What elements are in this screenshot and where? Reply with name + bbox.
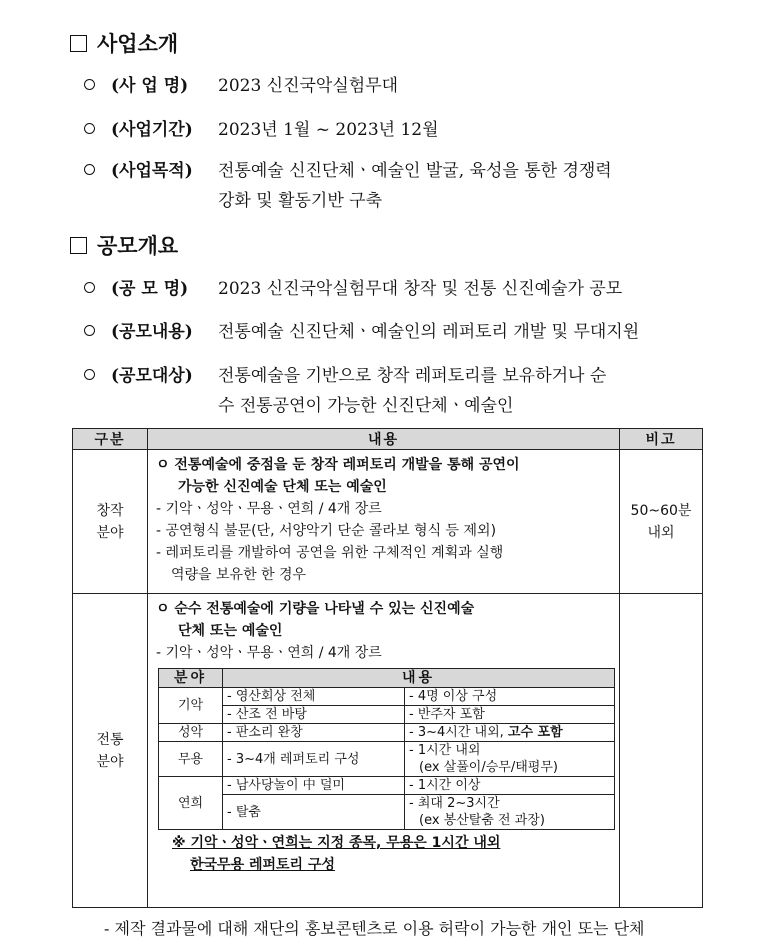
sub-field: 기악 bbox=[159, 688, 223, 724]
content-bold-line: ㅇ 순수 전통예술에 기량을 나타낼 수 있는 신진예술 bbox=[156, 601, 475, 617]
table-row-creative bbox=[73, 450, 703, 594]
sub-row bbox=[159, 724, 615, 742]
sub-cell bbox=[405, 795, 615, 830]
sub-cell: - 1시간 이상 bbox=[405, 777, 615, 795]
category-text: 전통 bbox=[96, 731, 124, 748]
content-line: 강화 및 활동기반 구축 bbox=[218, 191, 383, 211]
table-row-traditional bbox=[73, 594, 703, 908]
sub-cell: - 판소리 완창 bbox=[223, 724, 405, 742]
item-label: (공 모 명) bbox=[111, 279, 189, 299]
category-text: 분야 bbox=[96, 753, 124, 770]
item-label: (사업기간) bbox=[111, 120, 193, 140]
checkbox-square-icon bbox=[70, 237, 87, 254]
content-bold-line: ㅇ 전통예술에 중점을 둔 창작 레퍼토리 개발을 통해 공연이 bbox=[156, 457, 520, 473]
item-label: (사업목적) bbox=[111, 161, 193, 181]
item-content: 2023 신진국악실험무대 창작 및 전통 신진예술가 공모 bbox=[218, 279, 623, 299]
sub-row bbox=[159, 777, 615, 795]
note-traditional bbox=[620, 594, 703, 908]
sub-field: 성악 bbox=[159, 724, 223, 742]
sub-row bbox=[159, 688, 615, 706]
note-text: 50~60분 bbox=[630, 502, 692, 519]
sub-cell bbox=[405, 724, 615, 742]
intro-item-purpose bbox=[84, 156, 193, 186]
sub-cell: - 영산회상 전체 bbox=[223, 688, 405, 706]
sub-row bbox=[159, 742, 615, 777]
category-creative bbox=[73, 450, 148, 594]
circle-bullet-icon bbox=[84, 325, 95, 336]
content-line: - 기악ㆍ성악ㆍ무용ㆍ연희 / 4개 장르 bbox=[156, 501, 382, 517]
overview-item-content bbox=[84, 317, 193, 347]
sub-cell: - 4명 이상 구성 bbox=[405, 688, 615, 706]
note-creative bbox=[620, 450, 703, 594]
sub-row bbox=[159, 795, 615, 830]
table-header-row bbox=[73, 429, 703, 450]
sub-cell-text: - 3~4시간 내외, bbox=[409, 725, 508, 740]
circle-bullet-icon bbox=[84, 369, 95, 380]
item-content bbox=[218, 156, 612, 216]
checkbox-square-icon bbox=[70, 35, 87, 52]
circle-bullet-icon bbox=[84, 123, 95, 134]
sub-header-row bbox=[159, 669, 615, 688]
sub-cell-bold: 고수 포함 bbox=[507, 725, 563, 740]
content-line: - 공연형식 불문(단, 서양악기 단순 콜라보 형식 등 제외) bbox=[156, 523, 497, 539]
item-label: (공모내용) bbox=[111, 322, 193, 342]
section-heading-overview bbox=[70, 230, 178, 260]
content-bold-line: 가능한 신진예술 단체 또는 예술인 bbox=[178, 479, 387, 495]
content-line: 전통예술 신진단체ㆍ예술인 발굴, 육성을 통한 경쟁력 bbox=[218, 161, 612, 181]
sub-cell: - 탈춤 bbox=[223, 795, 405, 830]
content-line: - 기악ㆍ성악ㆍ무용ㆍ연희 / 4개 장르 bbox=[156, 645, 382, 661]
content-line: 역량을 보유한 한 경우 bbox=[171, 567, 307, 583]
footnote-line: ※ 기악ㆍ성악ㆍ연희는 지정 종목, 무용은 1시간 내외 bbox=[172, 835, 501, 851]
item-label: (공모대상) bbox=[111, 366, 193, 386]
sub-cell: - 3~4개 레퍼토리 구성 bbox=[223, 742, 405, 777]
sub-cell-line: (ex 봉산탈춤 전 과장) bbox=[419, 813, 545, 828]
content-line: 전통예술을 기반으로 창작 레퍼토리를 보유하거나 순 bbox=[218, 366, 607, 386]
item-label: (사 업 명) bbox=[111, 76, 189, 96]
sub-cell-line: - 1시간 내외 bbox=[409, 743, 481, 758]
item-content: 2023 신진국악실험무대 bbox=[218, 76, 399, 96]
content-line: - 레퍼토리를 개발하여 공연을 위한 구체적인 계획과 실행 bbox=[156, 545, 504, 561]
section-heading-intro bbox=[70, 28, 178, 58]
intro-item-name bbox=[84, 71, 188, 101]
item-content: 전통예술 신진단체ㆍ예술인의 레퍼토리 개발 및 무대지원 bbox=[218, 322, 640, 342]
sub-cell: - 산조 전 바탕 bbox=[223, 706, 405, 724]
category-text: 분야 bbox=[96, 524, 124, 541]
category-text: 창작 bbox=[96, 502, 124, 519]
content-creative bbox=[148, 450, 620, 594]
intro-item-period bbox=[84, 115, 193, 145]
sub-field: 연희 bbox=[159, 777, 223, 830]
note-text: 내외 bbox=[647, 524, 675, 541]
genre-detail-table bbox=[158, 668, 615, 830]
footnote-line: 한국무용 레퍼토리 구성 bbox=[190, 857, 335, 873]
sub-field: 무용 bbox=[159, 742, 223, 777]
sub-cell-line: (ex 살풀이/승무/태평무) bbox=[419, 760, 558, 775]
sub-cell: - 반주자 포함 bbox=[405, 706, 615, 724]
bottom-note: - 제작 결과물에 대해 재단의 홍보콘텐츠로 이용 허락이 가능한 개인 또는 단체 bbox=[104, 919, 645, 938]
sub-cell bbox=[405, 742, 615, 777]
sub-cell: - 남사당놀이 中 덜미 bbox=[223, 777, 405, 795]
item-content: 2023년 1월 ~ 2023년 12월 bbox=[218, 120, 439, 140]
circle-bullet-icon bbox=[84, 79, 95, 90]
header-content: 내용 bbox=[148, 429, 620, 450]
recruitment-table bbox=[72, 428, 703, 908]
overview-item-target bbox=[84, 361, 193, 391]
header-category: 구분 bbox=[73, 429, 148, 450]
content-line: 수 전통공연이 가능한 신진단체ㆍ예술인 bbox=[218, 396, 514, 416]
section-title: 사업소개 bbox=[97, 32, 179, 56]
content-traditional bbox=[148, 594, 620, 908]
circle-bullet-icon bbox=[84, 282, 95, 293]
circle-bullet-icon bbox=[84, 164, 95, 175]
content-bold-line: 단체 또는 예술인 bbox=[178, 623, 283, 639]
section-title: 공모개요 bbox=[97, 234, 179, 258]
sub-row bbox=[159, 706, 615, 724]
overview-item-name bbox=[84, 274, 188, 304]
header-note: 비고 bbox=[620, 429, 703, 450]
item-content bbox=[218, 361, 606, 421]
category-traditional bbox=[73, 594, 148, 908]
sub-cell-line: - 최대 2~3시간 bbox=[409, 796, 500, 811]
sub-header-field: 분야 bbox=[159, 669, 223, 688]
sub-header-content: 내용 bbox=[223, 669, 615, 688]
